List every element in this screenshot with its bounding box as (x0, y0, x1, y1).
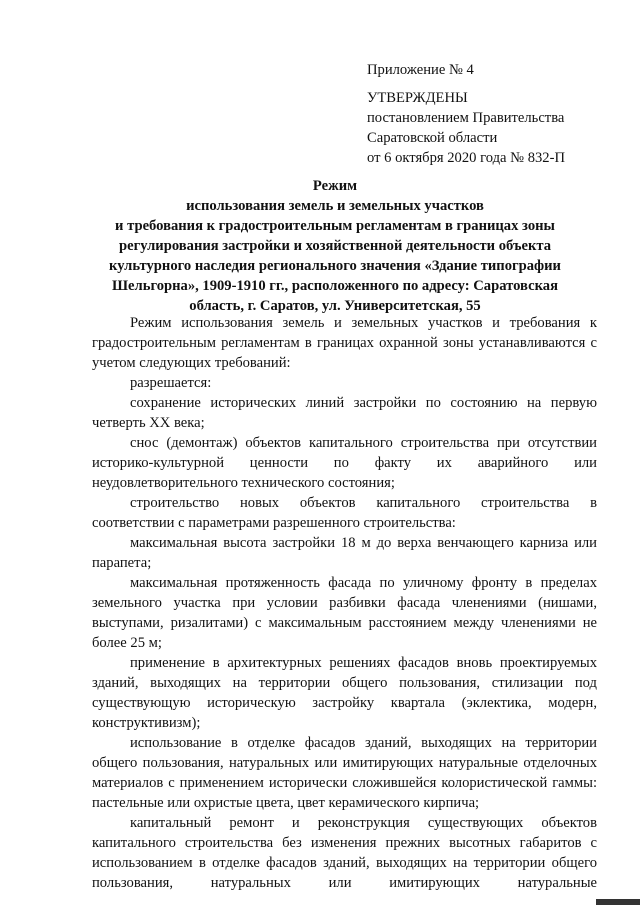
body-paragraph: разрешается: (130, 375, 212, 391)
body-paragraph: снос (демонтаж) объектов капитального строительства при отсутствии историко-культурной ценности по факту их аварийного или неудовлетворительного технического состояния; (92, 435, 597, 491)
appendix-number: Приложение № 4 (367, 62, 474, 78)
title-line: Режим (312, 178, 358, 194)
title-line: регулирования застройки и хозяйственной деятельности объекта (118, 238, 552, 254)
approved-label: УТВЕРЖДЕНЫ (367, 90, 468, 106)
approval-line: постановлением Правительства (367, 110, 565, 126)
body-paragraph: капитальный ремонт и реконструкция существующих объектов капитального строительства без изменения прежних высотных габаритов с использованием в отделке фасадов зданий, выходящих на территории общего пользования, натуральных или имитирующих натуральные (92, 815, 597, 891)
title-line: использования земель и земельных участков (186, 198, 484, 214)
body-paragraph: применение в архитектурных решениях фасадов вновь проектируемых зданий, выходящих на территории общего пользования, стилизации под существующую историческую застройку квартала (эклектика, модерн, конструктивизм); (92, 655, 597, 731)
title-line: Шельгорна», 1909-1910 гг., расположенного по адресу: Саратовская (112, 278, 558, 294)
body-paragraph: сохранение исторических линий застройки по состоянию на первую четверть XX века; (92, 395, 597, 431)
title-line: и требования к градостроительным регламентам в границах зоны (115, 218, 555, 234)
approval-date: от 6 октября 2020 года № 832-П (367, 150, 565, 166)
body-paragraph: Режим использования земель и земельных участков и требования к градостроительным регламентам в границах охранной зоны устанавливаются с учетом следующих требований: (92, 315, 597, 371)
body-paragraph: максимальная протяженность фасада по уличному фронту в пределах земельного участка при условии разбивки фасада членениями (нишами, выступами, ризалитами) с максимальным расстоянием между членениями не более 25 м; (92, 575, 597, 651)
approval-block (367, 60, 565, 168)
title-line: область, г. Саратов, ул. Университетская, 55 (189, 298, 481, 314)
scan-edge-mark (596, 899, 640, 905)
approval-line: Саратовской области (367, 130, 498, 146)
body-paragraph: строительство новых объектов капитального строительства в соответствии с параметрами разрешенного строительства: (92, 495, 597, 531)
document-body (92, 313, 597, 893)
body-paragraph: использование в отделке фасадов зданий, выходящих на территории общего пользования, натуральных или имитирующих натуральные отделочных материалов с применением исторически сложившейся колористической гаммы: пастельные или охристые цвета, цвет керамического кирпича; (92, 735, 597, 811)
body-paragraph: максимальная высота застройки 18 м до верха венчающего карниза или парапета; (92, 535, 597, 571)
document-title (98, 176, 572, 316)
title-line: культурного наследия регионального значения «Здание типографии (109, 258, 561, 274)
